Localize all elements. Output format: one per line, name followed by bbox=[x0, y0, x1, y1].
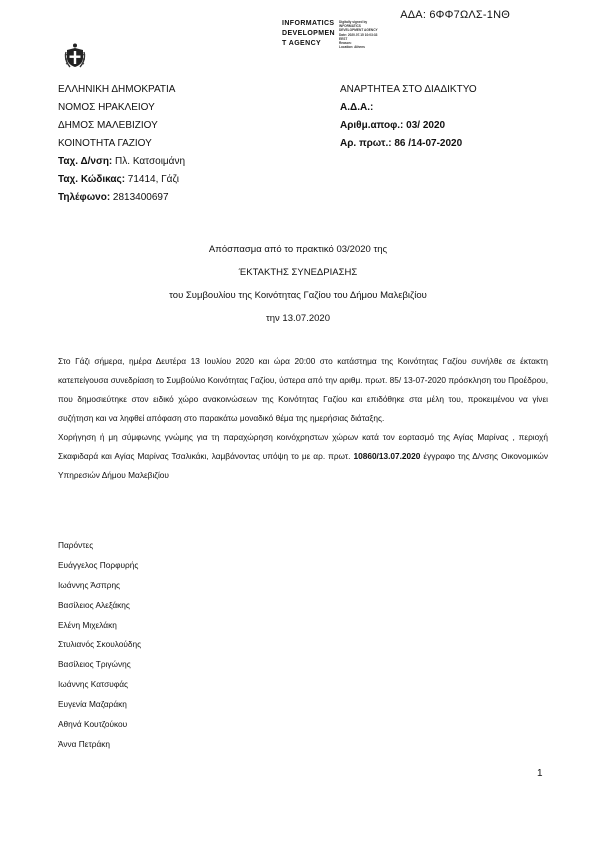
signature-detail-line: EEST bbox=[339, 36, 348, 41]
agency-signature-name bbox=[282, 19, 335, 49]
signature-detail-line: Reason: bbox=[339, 41, 352, 46]
signature-detail-line: DEVELOPMENT AGENCY bbox=[339, 28, 378, 33]
attendees-list bbox=[58, 536, 141, 755]
attendees-heading: Παρόντες bbox=[58, 540, 94, 550]
agenda-item-paragraph bbox=[58, 428, 548, 485]
attendee-name: Άννα Πετράκη bbox=[58, 738, 111, 749]
session-type: ΈΚΤΑΚΤΗΣ ΣΥΝΕΔΡΙΑΣΗΣ bbox=[238, 267, 358, 278]
signature-detail-line: Location: Athens bbox=[339, 45, 365, 50]
attendee-name: Ευάγγελος Πορφυρής bbox=[58, 559, 139, 570]
phone-line bbox=[58, 189, 185, 207]
agency-line: INFORMATICS bbox=[282, 20, 335, 27]
attendee-name: Ιωάννης Κατσυφάς bbox=[58, 679, 129, 690]
publication-note: ΑΝΑΡΤΗΤΕΑ ΣΤΟ ΔΙΑΔΙΚΤΥΟ bbox=[340, 84, 477, 95]
ada-label: Α.Δ.Α.: bbox=[340, 102, 374, 113]
attendee-name: Στυλιανός Σκουλούδης bbox=[58, 639, 142, 650]
address-line bbox=[58, 153, 185, 171]
postal-line bbox=[58, 171, 185, 189]
agency-line: DEVELOPMEN bbox=[282, 30, 336, 37]
phone-label: Τηλέφωνο: bbox=[58, 192, 111, 203]
attendee-name: Αθηνά Κουτζούκου bbox=[58, 719, 128, 730]
greek-coat-of-arms-icon bbox=[64, 42, 86, 70]
reference-document-number: 10860/13.07.2020 bbox=[353, 451, 421, 461]
document-reference-block bbox=[340, 81, 477, 153]
ada-code: ΑΔΑ: 6ΦΦ7ΩΛΣ-1ΝΘ bbox=[400, 9, 510, 21]
attendee-name: Βασίλειος Αλεξάκης bbox=[58, 599, 130, 610]
issuer-block bbox=[58, 81, 185, 207]
attendee-name: Βασίλειος Τριγώνης bbox=[58, 659, 131, 670]
session-date: την 13.07.2020 bbox=[266, 313, 330, 324]
attendee-name: Ευγενία Μαζαράκη bbox=[58, 699, 127, 710]
session-paragraph: Στο Γάζι σήμερα, ημέρα Δευτέρα 13 Ιουλίου 2020 και ώρα 20:00 στο κατάστημα της Κοινότητας Γαζίου συνήλθε σε έκτακτη κατεπείγουσα συνεδρίαση το Συμβούλιο Κοινότητας Γαζίου, ύστερα από την αριθμ. πρωτ. 85/ 13-07-2020 πρόσκληση του Προέδρου, που δημοσιεύτηκε στον ειδικό χώρο ανακοινώσεων της Κοινότητας Γαζίου και επιδόθηκε στα μέλη του, προκειμένου να γίνει συζήτηση και να ληφθεί απόφαση στο παρακάτω μοναδικό θέμα της ημερήσιας διάταξης. bbox=[58, 356, 548, 423]
issuer-prefecture: ΝΟΜΟΣ ΗΡΑΚΛΕΙΟΥ bbox=[58, 102, 155, 113]
protocol-number: Αρ. πρωτ.: 86 /14-07-2020 bbox=[340, 138, 463, 149]
extract-title: Απόσπασμα από το πρακτικό 03/2020 της bbox=[208, 244, 388, 255]
address-label: Ταχ. Δ/νση: bbox=[58, 156, 113, 167]
signature-detail-line: INFORMATICS bbox=[339, 24, 361, 29]
council-name: του Συμβουλίου της Κοινότητας Γαζίου του Δήμου Μαλεβιζίου bbox=[169, 290, 427, 301]
postal-value: 71414, Γάζι bbox=[125, 174, 179, 185]
agenda-item-text-end: έγγραφο της Δ/νσης Οικονομικών Υπηρεσιών Δήμου Μαλεβιζίου bbox=[58, 451, 548, 480]
page-number: 1 bbox=[537, 768, 543, 779]
address-value: Πλ. Κατσοιμάνη bbox=[112, 156, 186, 167]
signature-detail-line: Date: 2020.07.15 10:03:33 bbox=[339, 32, 378, 37]
phone-value: 2813400697 bbox=[110, 192, 169, 203]
agency-line: T AGENCY bbox=[282, 40, 322, 47]
issuer-municipality: ΔΗΜΟΣ ΜΑΛΕΒΙΖΙΟΥ bbox=[58, 120, 158, 131]
minutes-body bbox=[58, 352, 548, 485]
issuer-country: ΕΛΛΗΝΙΚΗ ΔΗΜΟΚΡΑΤΙΑ bbox=[58, 84, 176, 95]
decision-number: Αριθμ.αποφ.: 03/ 2020 bbox=[340, 120, 446, 131]
attendee-name: Ελένη Μιχελάκη bbox=[58, 619, 117, 630]
digital-signature-details bbox=[339, 20, 378, 49]
agenda-item-text: Χορήγηση ή μη σύμφωνης γνώμης για τη παραχώρηση κοινόχρηστων χώρων κατά τον εορτασμό της Αγίας Μαρίνας , περιοχή Σκαφιδαρά και Αγίας Μαρίνας Τσαλικάκι, λαμβάνοντας υπόψη το με αρ. πρωτ. bbox=[58, 432, 548, 461]
signature-detail-line: Digitally signed by bbox=[339, 20, 368, 24]
issuer-community: ΚΟΙΝΟΤΗΤΑ ΓΑΖΙΟΥ bbox=[58, 138, 152, 149]
postal-label: Ταχ. Κώδικας: bbox=[58, 174, 126, 185]
attendee-name: Ιωάννης Άσπρης bbox=[58, 579, 121, 590]
